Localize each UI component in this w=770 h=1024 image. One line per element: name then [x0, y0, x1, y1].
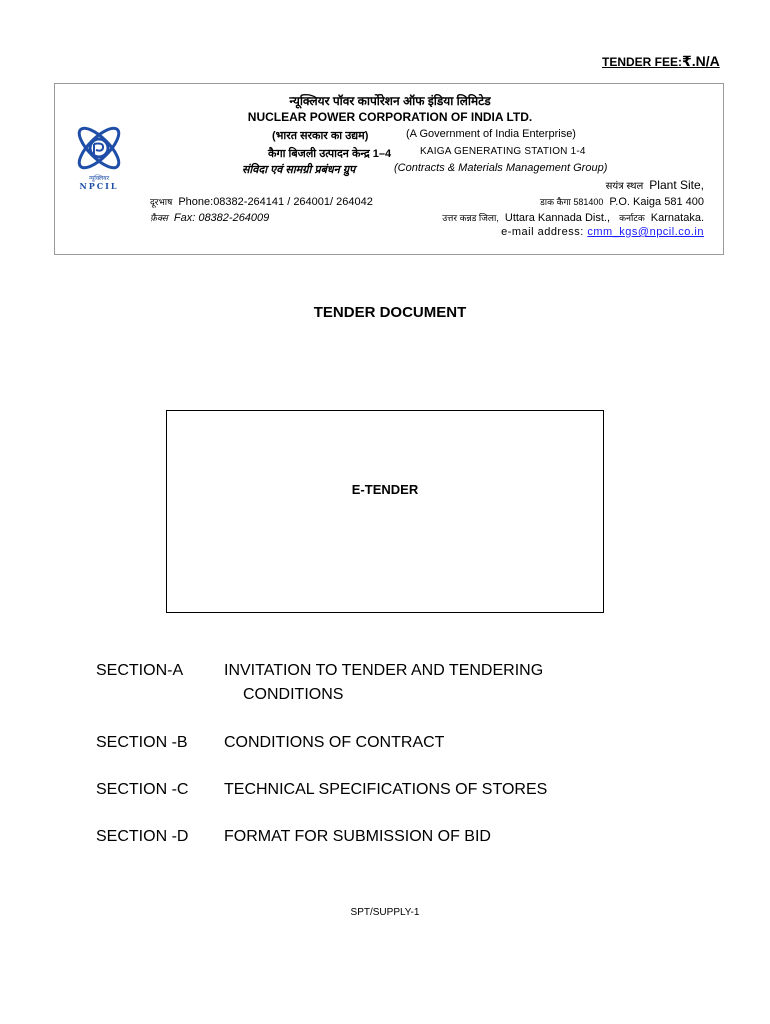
group-name-hindi: संविदा एवं सामग्री प्रबंधन ग्रुप [242, 164, 356, 176]
email-label: e-mail address: [501, 226, 584, 238]
logo-text: NPCIL [79, 181, 119, 191]
tender-fee-label: TENDER FEE: [602, 55, 683, 69]
etender-label: E-TENDER [351, 482, 419, 497]
plant-site [606, 178, 704, 192]
fax-hindi: फ़ैक्स [150, 213, 168, 223]
section-a-title-cont: CONDITIONS [243, 686, 344, 703]
tender-fee-value: ₹.N/A [682, 53, 720, 69]
plant-site-hindi: सयंत्र स्थल [605, 181, 644, 192]
postal-address [540, 195, 704, 208]
section-b-title: CONDITIONS OF CONTRACT [224, 734, 445, 751]
section-d-title: FORMAT FOR SUBMISSION OF BID [224, 828, 491, 845]
state: Karnataka. [650, 212, 704, 224]
post-office: P.O. Kaiga 581 400 [609, 196, 704, 208]
district-address [442, 211, 704, 224]
phone-hindi: दूरभाष [150, 197, 173, 207]
post-hindi: डाक कैगा 581400 [539, 197, 604, 207]
fax-line [150, 211, 269, 224]
svg-text:न्यूक्लियर: न्यूक्लियर [88, 175, 110, 182]
section-d-label: SECTION -D [96, 828, 189, 845]
district-hindi: उत्तर कन्नड जिला, [442, 213, 499, 223]
footer-code: SPT/SUPPLY-1 [350, 907, 420, 918]
section-a-label: SECTION-A [96, 662, 184, 679]
section-b-label: SECTION -B [96, 734, 188, 751]
npcil-logo-icon [70, 116, 128, 192]
section-a-title: INVITATION TO TENDER AND TENDERING [224, 662, 544, 679]
fax-number: Fax: 08382-264009 [173, 212, 270, 224]
email-line [501, 226, 704, 238]
gov-enterprise: (A Government of India Enterprise) [406, 128, 576, 140]
org-name-hindi: न्यूक्लियर पॉवर कार्पोरेशन ऑफ इंडिया लिमिटेड [289, 94, 491, 108]
org-name: NUCLEAR POWER CORPORATION OF INDIA LTD. [247, 110, 533, 124]
plant-site-label: Plant Site, [649, 178, 704, 192]
document-title: TENDER DOCUMENT [313, 304, 467, 321]
phone-number: Phone:08382-264141 / 264001/ 264042 [178, 196, 373, 208]
gov-enterprise-hindi: (भारत सरकार का उद्यम) [272, 130, 369, 142]
section-c-title: TECHNICAL SPECIFICATIONS OF STORES [224, 781, 548, 798]
station-name-hindi: कैगा बिजली उत्पादन केन्द्र 1–4 [268, 148, 392, 160]
phone-line [150, 195, 373, 208]
etender-box [166, 410, 604, 613]
tender-fee [602, 53, 720, 70]
district: Uttara Kannada Dist., [504, 212, 611, 224]
station-name: KAIGA GENERATING STATION 1-4 [420, 146, 586, 157]
state-hindi: कर्नाटक [619, 213, 645, 223]
section-c-label: SECTION -C [96, 781, 189, 798]
email-link[interactable]: cmm_kgs@npcil.co.in [587, 226, 704, 238]
group-name: (Contracts & Materials Management Group) [394, 162, 608, 174]
